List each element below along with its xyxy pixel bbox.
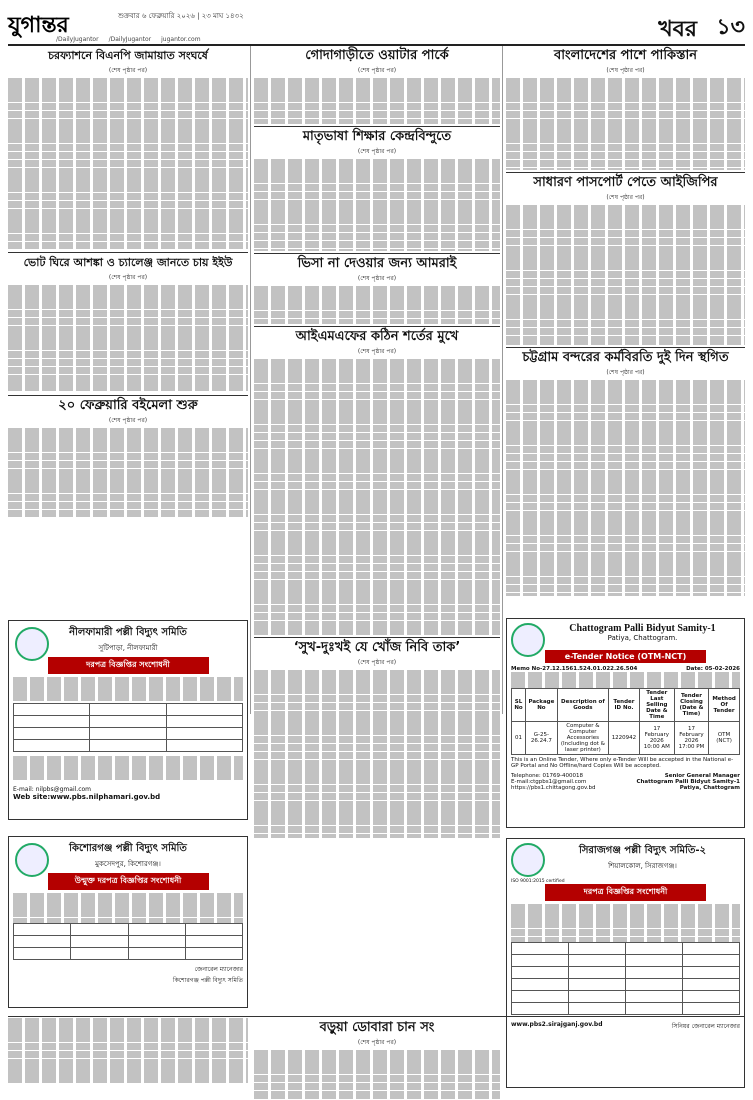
continuation: (শেষ পৃষ্ঠার পর) bbox=[108, 67, 148, 74]
continuation: (শেষ পৃষ্ঠার পর) bbox=[357, 275, 397, 282]
ad-title: নীলফামারী পল্লী বিদ্যুৎ সমিতি bbox=[69, 627, 187, 638]
article-barua[interactable] bbox=[254, 1018, 500, 1100]
pbs-logo-icon bbox=[15, 627, 49, 661]
section-name: খবর bbox=[658, 17, 697, 42]
ad-website[interactable]: Web site:www.pbs.nilphamari.gov.bd bbox=[13, 793, 161, 801]
ad-website[interactable]: www.pbs2.sirajganj.gov.bd bbox=[511, 1021, 603, 1028]
newspaper-logo[interactable]: যুগান্তর bbox=[8, 12, 69, 38]
ad-band: দরপত্র বিজ্ঞপ্তির সংশোধনী bbox=[48, 657, 209, 674]
headline[interactable]: গোদাগাড়ীতে ওয়াটার পার্কে bbox=[305, 48, 449, 63]
ad-table bbox=[511, 942, 740, 1015]
table-row: 01 G-25-26.24.7 Computer & Computer Accessories (Including dot & laser printer) 1220942 17 February 2026 10:00 AM 17 February 2026 17:00 PM OTM (NCT) bbox=[512, 722, 740, 755]
ad-chattogram[interactable] bbox=[506, 618, 745, 828]
ad-subtitle: Patiya, Chattogram. bbox=[607, 634, 678, 642]
ad-org: Chattogram Palli Bidyut Samity-1 bbox=[636, 779, 740, 785]
column-middle bbox=[254, 46, 500, 1086]
pbs-logo-icon bbox=[511, 623, 545, 657]
column-divider bbox=[502, 46, 503, 714]
article-body bbox=[254, 359, 500, 635]
article-body bbox=[254, 159, 500, 251]
masthead bbox=[8, 6, 745, 46]
article-visa[interactable] bbox=[254, 257, 500, 324]
headline[interactable]: ২০ ফেব্রুয়ারি বইমেলা শুরু bbox=[58, 398, 198, 413]
article-body bbox=[506, 78, 745, 170]
article-body bbox=[254, 286, 500, 324]
ad-signatory: সিনিয়র জেনারেল ম্যানেজার bbox=[671, 1023, 740, 1030]
pbs-logo-icon bbox=[511, 843, 545, 877]
ad-kishoreganj[interactable] bbox=[8, 836, 248, 1008]
ad-email[interactable]: E-mail:ctgpbs1@gmail.com bbox=[511, 779, 587, 785]
ad-signatory: Senior General Manager bbox=[664, 773, 740, 779]
tender-table: SL No Package No Description of Goods Tender ID No. Tender Last Selling Date & Time Tender Closing (Date & Time) Method Of Tender 01 G-25-26.24.7 Computer & Computer Accessories (Including dot & laser printer) 1220942 17 February 2026 10:00 AM 17 February 2026 17:00 PM OTM (NCT) bbox=[511, 688, 740, 755]
headline[interactable]: ভিসা না দেওয়ার জন্য আমরাই bbox=[297, 256, 457, 271]
article-waterpark[interactable] bbox=[254, 49, 500, 124]
tender-note: This is an Online Tender, Where only e-Tender Will be accepted in the National e-GP Portal and No Offline/hard Copies Will be accepted. bbox=[511, 757, 734, 769]
article-body bbox=[506, 205, 745, 345]
headline[interactable]: মাতৃভাষা শিক্ষার কেন্দ্রবিন্দুতে bbox=[302, 129, 452, 144]
memo-date: Date: 05-02-2026 bbox=[686, 666, 740, 672]
ad-band: উন্মুক্ত দরপত্র বিজ্ঞপ্তির সংশোধনী bbox=[48, 873, 209, 890]
article-boimela[interactable] bbox=[8, 399, 248, 520]
ad-title: Chattogram Palli Bidyut Samity-1 bbox=[569, 623, 716, 634]
continuation: (শেষ পৃষ্ঠার পর) bbox=[606, 67, 645, 74]
article-body bbox=[8, 285, 248, 393]
headline[interactable]: ‘সুখ-দুঃখই যে খোঁজ নিবি তাক’ bbox=[293, 640, 461, 655]
continuation: (শেষ পৃষ্ঠার পর) bbox=[357, 659, 397, 666]
continuation: (শেষ পৃষ্ঠার পর) bbox=[606, 369, 645, 376]
ad-title: কিশোরগঞ্জ পল্লী বিদ্যুৎ সমিতি bbox=[69, 843, 187, 854]
ad-table bbox=[13, 923, 243, 960]
continuation: (শেষ পৃষ্ঠার পর) bbox=[606, 194, 645, 201]
column-divider bbox=[250, 46, 251, 714]
ad-location: Patiya, Chattogram bbox=[679, 785, 740, 791]
iso-label: ISO 9001:2015 certified bbox=[511, 879, 565, 884]
article-body bbox=[254, 1050, 500, 1100]
facebook-link[interactable]: /DailyJugantor bbox=[56, 36, 99, 43]
pbs-logo-icon bbox=[15, 843, 49, 877]
headline[interactable]: চরফ্যাশনে বিএনপি জামায়াত সংঘর্ষে bbox=[48, 49, 208, 62]
ad-signatory: জেনারেল ম্যানেজার bbox=[194, 966, 243, 973]
article-body bbox=[8, 428, 248, 520]
article-body bbox=[8, 1018, 248, 1088]
ad-org: কিশোরগঞ্জ পল্লী বিদ্যুৎ সমিতি bbox=[172, 977, 243, 984]
article-sukh-dukh[interactable] bbox=[254, 641, 500, 838]
article-port[interactable] bbox=[506, 351, 745, 596]
social-links bbox=[56, 36, 201, 43]
ad-nilphamari[interactable] bbox=[8, 620, 248, 820]
ad-phone: Telephone: 01769-400018 bbox=[511, 773, 584, 779]
ad-title: সিরাজগঞ্জ পল্লী বিদ্যুৎ সমিতি-২ bbox=[578, 845, 707, 856]
continuation: (শেষ পৃষ্ঠার পর) bbox=[357, 1039, 397, 1046]
ad-table bbox=[13, 703, 243, 752]
ad-sirajganj[interactable] bbox=[506, 838, 745, 1088]
ad-band: e-Tender Notice (OTM-NCT) bbox=[545, 650, 705, 663]
website-link[interactable]: jugantor.com bbox=[161, 36, 201, 43]
ad-subtitle: মুকসেদপুর, কিশোরগঞ্জ। bbox=[95, 860, 161, 868]
article-body bbox=[8, 78, 248, 250]
ad-subtitle: সুটিপাড়া, নীলফামারী bbox=[98, 644, 158, 652]
article-imf[interactable] bbox=[254, 330, 500, 635]
issue-date: শুক্রবার ৬ ফেব্রুয়ারি ২০২৬ | ২৩ মাঘ ১৪৩২ bbox=[118, 12, 244, 20]
ad-band: দরপত্র বিজ্ঞপ্তির সংশোধনী bbox=[545, 884, 705, 901]
continuation: (শেষ পৃষ্ঠার পর) bbox=[108, 417, 148, 424]
continuation: (শেষ পৃষ্ঠার পর) bbox=[108, 274, 148, 281]
headline[interactable]: বড়ুয়া ডোবারা চান সং bbox=[319, 1020, 435, 1035]
article-mother-language[interactable] bbox=[254, 130, 500, 251]
ad-subtitle: শিয়ালকোল, সিরাজগঞ্জ। bbox=[608, 862, 677, 870]
headline[interactable]: চট্টগ্রাম বন্দরের কর্মবিরতি দুই দিন স্থগিত bbox=[522, 350, 729, 365]
memo-number: Memo No-27.12.1561.524.01.022.26.504 bbox=[511, 666, 638, 672]
article-pakistan[interactable] bbox=[506, 49, 745, 170]
headline[interactable]: আইএমএফের কঠিন শর্তের মুখে bbox=[295, 329, 459, 344]
article-body bbox=[254, 78, 500, 124]
continuation: (শেষ পৃষ্ঠার পর) bbox=[357, 348, 397, 355]
article-charfashion[interactable] bbox=[8, 49, 248, 250]
headline[interactable]: ভোট ঘিরে আশঙ্কা ও চ্যালেঞ্জ জানতে চায় ইইউ bbox=[23, 256, 233, 269]
ad-website[interactable]: https://pbs1.chittagong.gov.bd bbox=[511, 785, 596, 791]
article-body bbox=[506, 380, 745, 596]
continuation: (শেষ পৃষ্ঠার পর) bbox=[357, 67, 397, 74]
continuation: (শেষ পৃষ্ঠার পর) bbox=[357, 148, 397, 155]
youtube-link[interactable]: /DailyJugantor bbox=[108, 36, 152, 43]
article-body bbox=[254, 670, 500, 838]
headline[interactable]: বাংলাদেশের পাশে পাকিস্তান bbox=[553, 48, 698, 63]
headline[interactable]: সাধারণ পাসপোর্ট পেতে আইজিপির bbox=[533, 175, 718, 190]
ad-email[interactable]: E-mail: nilpbs@gmail.com bbox=[13, 786, 92, 793]
page-number: ১৩ bbox=[716, 15, 745, 40]
article-passport[interactable] bbox=[506, 176, 745, 345]
article-eu[interactable] bbox=[8, 256, 248, 393]
